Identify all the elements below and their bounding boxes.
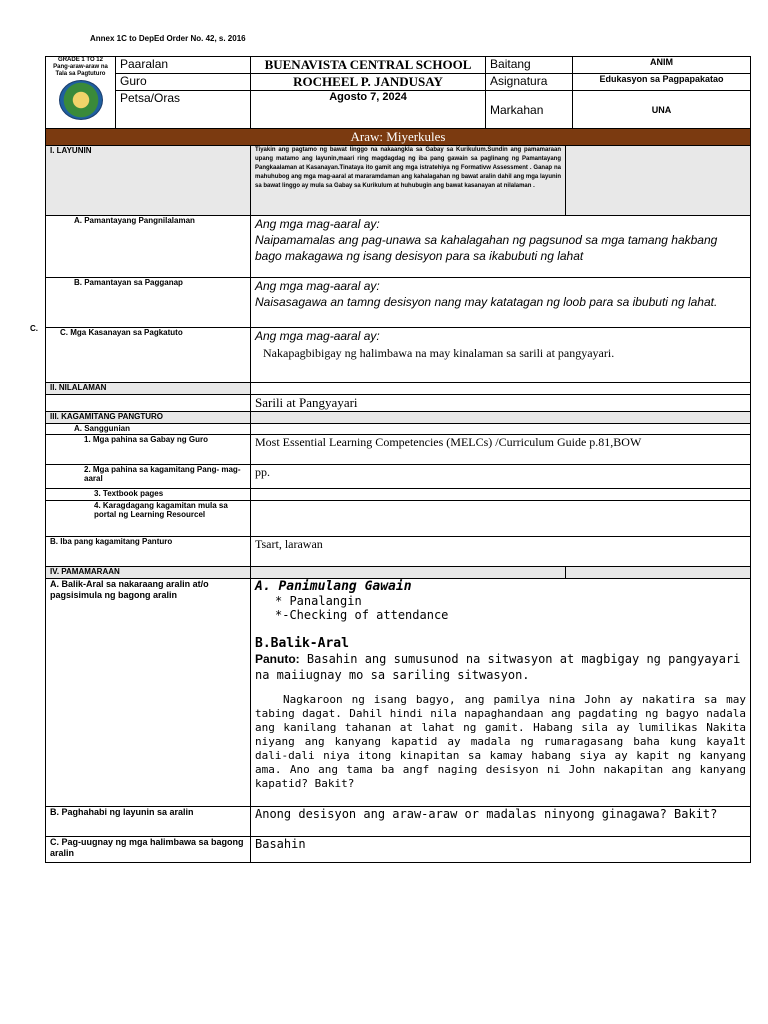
pangnilalaman-line1: Ang mga mag-aaral ay: <box>255 217 380 231</box>
balik-aral-title: B.Balik-Aral <box>255 636 349 651</box>
subject-label: Asignatura <box>486 74 573 91</box>
pang-mag-aaral-label: 2. Mga pahina sa kagamitang Pang- mag-aaral <box>46 465 251 489</box>
panimula-item-1: * Panalangin <box>275 594 362 608</box>
school-label: Paaralan <box>116 57 251 74</box>
panuto-text: Basahin ang sumusunod na sitwasyon at magbigay ng pangyayari na maiiugnay mo sa sariling sitwasyon. <box>255 652 741 682</box>
grade-value: ANIM <box>573 57 751 74</box>
story-text: Nagkaroon ng isang bagyo, ang pamilya nina John ay nakatira sa may tabing dagat. Dahil hindi nila napaghandaan ang pagdating ng bagyo nadala ang kanilang tahanan at lahat ng gamit. Habang sila ay lumilikas Nakita niyang ang kanyang kapatid ay madala ng rumaragasang baha kung kaya1t dali-dali niya itong kinapitan sa kamay habang siya ay kapit ng kanyang ama. Ano ang tama ba angf naging desisyon ni John nakapitan ang kanyang kapatid? Bakit? <box>255 693 747 790</box>
teacher-value: ROCHEEL P. JANDUSAY <box>251 74 486 91</box>
pamamaraan-blank <box>251 567 566 579</box>
gabay-guro-value: Most Essential Learning Competencies (MELCs) /Curriculum Guide p.81,BOW <box>251 435 751 465</box>
kagamitan-blank <box>251 412 751 424</box>
nilalaman-blank <box>251 383 751 395</box>
karagdagang-label: 4. Karagdagang kagamitan mula sa portal ng Learning Resourcel <box>46 501 251 537</box>
panuto <box>255 651 746 683</box>
sanggunian-label: A. Sanggunian <box>46 424 251 435</box>
kasanayan-label: C. Mga Kasanayan sa Pagkatuto <box>46 328 251 383</box>
gabay-guro-label: 1. Mga pahina sa Gabay ng Guro <box>46 435 251 465</box>
layunin-text: Tiyakin ang pagtamo ng bawat linggo na nakaangkla sa Gabay sa Kurikulum.Sundin ang pamamaraan upang matamo ang layunin,maari ring magdagdag ng iba pang gawain sa paglinang ng Pamantayang Pangkaalaman at Kasanayan.Tinataya ito gamit ang mga istratehiya ng Formativw Assessment . Ganap na mahuhubog ang mga mag-aaral at mararamdaman ang kahalagahan ng bawat aralin dahil ang mga layunin sa bawat linggo ay mula sa Gabay sa Kurikulum at huhubugin ang bawat kasanayan at nilalaman . <box>251 146 566 216</box>
kasanayan-content <box>251 328 751 383</box>
pangnilalaman-content <box>251 216 751 278</box>
pag-uugnay-value: Basahin <box>251 837 751 863</box>
layunin-blank <box>566 146 751 216</box>
layunin-title: I. LAYUNIN <box>46 146 251 216</box>
textbook-blank <box>251 489 751 501</box>
logo-cell <box>46 57 116 129</box>
nilalaman-title: II. NILALAMAN <box>46 383 251 395</box>
pamamaraan-blank-right <box>566 567 751 579</box>
school-value: BUENAVISTA CENTRAL SCHOOL <box>251 57 486 74</box>
pagganap-content <box>251 278 751 328</box>
panuto-label: Panuto: <box>255 652 300 666</box>
quarter-value: UNA <box>573 91 751 129</box>
school-seal-icon <box>59 80 103 120</box>
pangnilalaman-line2: Naipamamalas ang pag-unawa sa kahalagahan ng pagsunod sa mga tamang hakbang bago makagawa ng isang desisyon para sa ikabubuti ng lahat <box>255 233 718 263</box>
subject-value: Edukasyon sa Pagpapakatao <box>573 74 751 91</box>
kasanayan-line2: Nakapagbibigay ng halimbawa na may kinalaman sa sarili at pangyayari. <box>263 346 615 360</box>
karagdagang-blank <box>251 501 751 537</box>
grade-label: Baitang <box>486 57 573 74</box>
nilalaman-left-blank <box>46 395 251 412</box>
balik-aral-label: A. Balik-Aral sa nakaraang aralin at/o pagsisimula ng bagong aralin <box>46 579 251 807</box>
day-bar: Araw: Miyerkules <box>46 129 751 146</box>
pangnilalaman-label: A. Pamantayang Pangnilalaman <box>46 216 251 278</box>
panimula-title: A. Panimulang Gawain <box>255 579 412 594</box>
date-value: Agosto 7, 2024 <box>251 91 486 129</box>
teacher-label: Guro <box>116 74 251 91</box>
nilalaman-value: Sarili at Pangyayari <box>251 395 751 412</box>
kagamitan-title: III. KAGAMITANG PANGTURO <box>46 412 251 424</box>
annex-label: Annex 1C to DepEd Order No. 42, s. 2016 <box>90 34 246 43</box>
side-c-marker: C. <box>30 324 38 333</box>
paghahabi-label: B. Paghahabi ng layunin sa aralin <box>46 807 251 837</box>
iba-value: Tsart, larawan <box>251 537 751 567</box>
quarter-label: Markahan <box>486 91 573 129</box>
sanggunian-blank <box>251 424 751 435</box>
panimula-item-2: *-Checking of attendance <box>275 608 449 622</box>
kasanayan-line1: Ang mga mag-aaral ay: <box>255 329 380 343</box>
pang-mag-aaral-value: pp. <box>251 465 751 489</box>
iba-label: B. Iba pang kagamitang Panturo <box>46 537 251 567</box>
daily-lesson-log-table <box>45 56 751 863</box>
logo-text: GRADE 1 TO 12 Pang-araw-araw na Tala sa Pagtuturo <box>53 57 108 77</box>
balik-aral-content <box>251 579 751 807</box>
pamamaraan-title: IV. PAMAMARAAN <box>46 567 251 579</box>
pag-uugnay-label: C. Pag-uugnay ng mga halimbawa sa bagong aralin <box>46 837 251 863</box>
pagganap-label: B. Pamantayan sa Pagganap <box>46 278 251 328</box>
pagganap-line2: Naisasagawa an tamng desisyon nang may katatagan ng loob para sa ibubuti ng lahat. <box>255 295 718 309</box>
paghahabi-value: Anong desisyon ang araw-araw or madalas ninyong ginagawa? Bakit? <box>251 807 751 837</box>
textbook-label: 3. Textbook pages <box>46 489 251 501</box>
date-label: Petsa/Oras <box>116 91 251 129</box>
pagganap-line1: Ang mga mag-aaral ay: <box>255 279 380 293</box>
